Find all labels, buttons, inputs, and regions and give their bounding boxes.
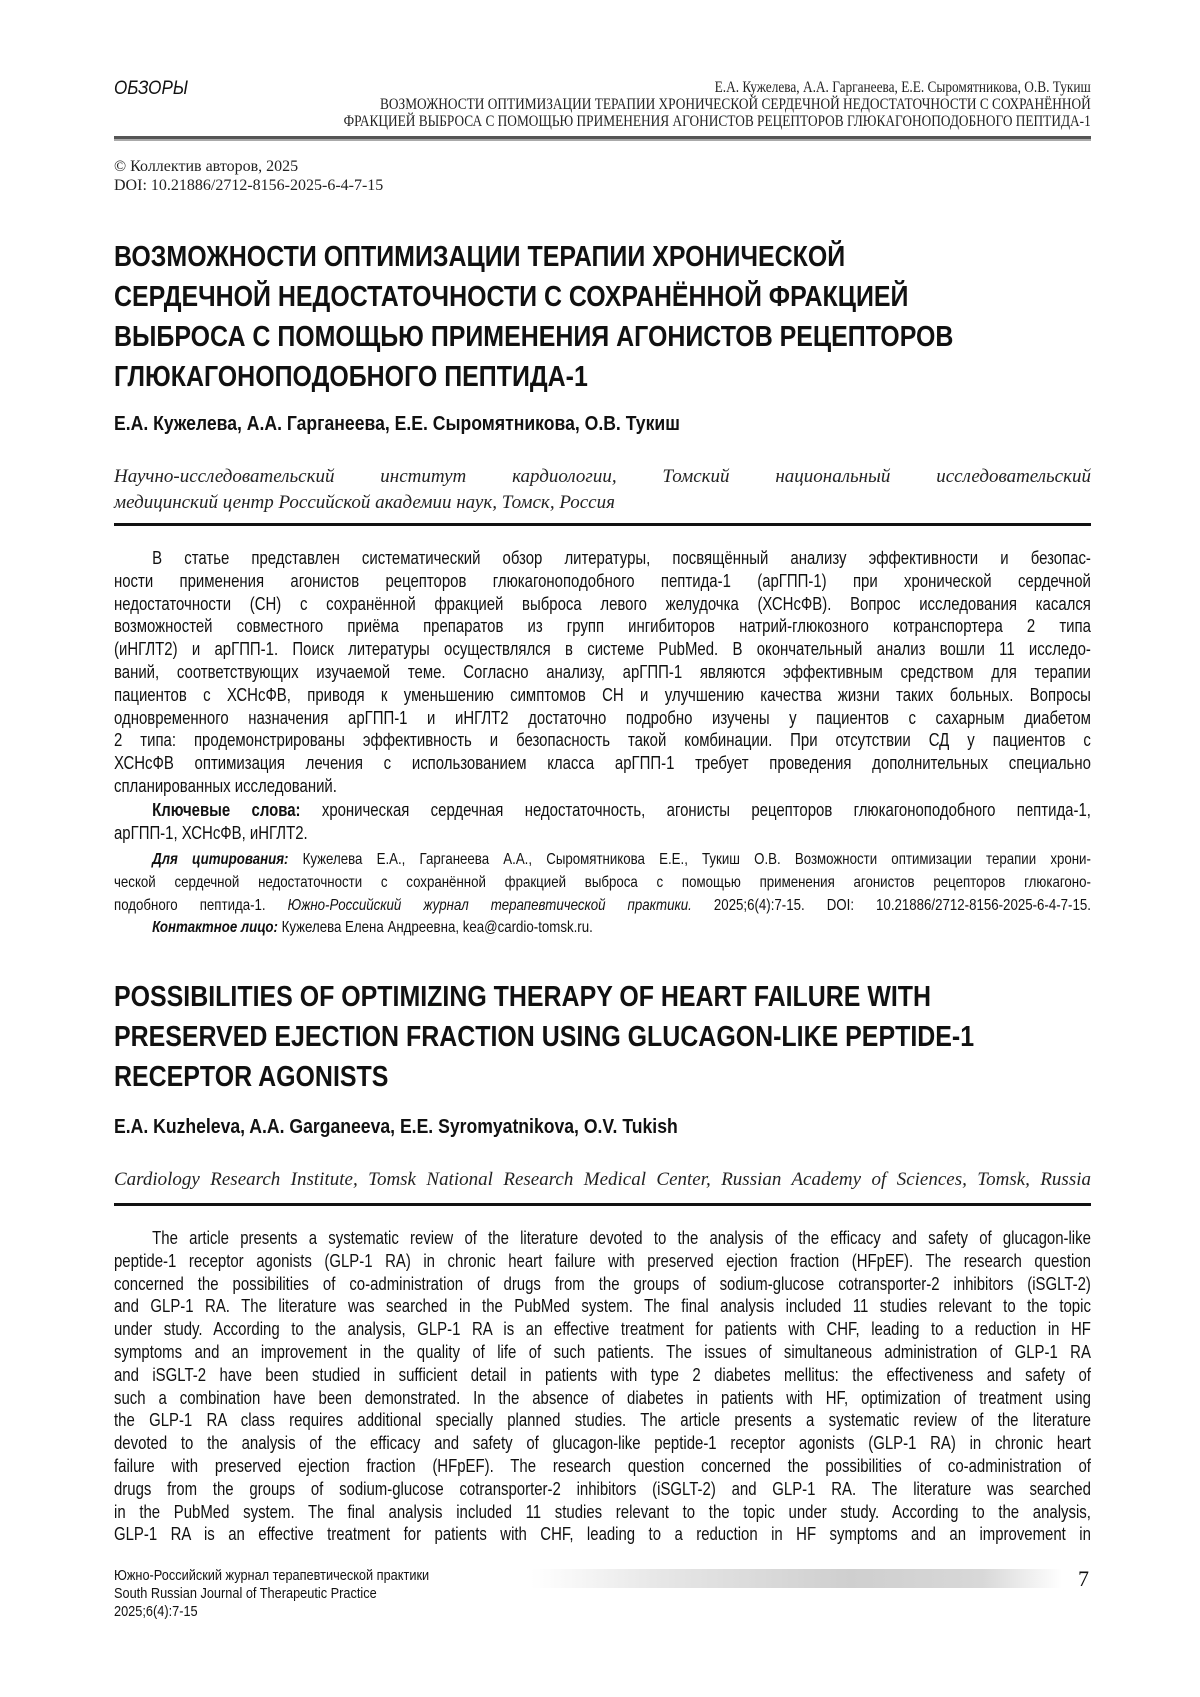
abstract-line: ности применения агонистов рецепторов глюкагоноподобного пептида-1 (арГПП-1) при хронической сердечной bbox=[114, 570, 1091, 591]
contact-text[interactable]: Кужелева Елена Андреевна, kea@cardio-tomsk.ru. bbox=[277, 919, 593, 936]
abstract-line: недостаточности (СН) с сохранённой фракцией выброса левого желудочка (ХСНсФВ). Вопрос исследования касался bbox=[114, 593, 1091, 614]
running-header bbox=[344, 79, 1091, 130]
abstract-line: В статье представлен систематический обзор литературы, посвящённый анализу эффективности и безопас- bbox=[152, 548, 1091, 568]
title-line: PRESERVED EJECTION FRACTION USING GLUCAGON-LIKE PEPTIDE-1 bbox=[114, 1021, 975, 1053]
title-line: ГЛЮКАГОНОПОДОБНОГО ПЕПТИДА-1 bbox=[114, 361, 588, 393]
abstract-line: the GLP-1 RA class requires additional specially planned studies. The article presents a systematic review of the literature bbox=[114, 1410, 1091, 1431]
footer-gradient-bar bbox=[531, 1569, 1062, 1588]
ru-affiliation bbox=[114, 464, 1091, 516]
header-divider bbox=[114, 136, 1091, 141]
section-label: ОБЗОРЫ bbox=[114, 78, 189, 99]
title-line: ВЫБРОСА С ПОМОЩЬЮ ПРИМЕНЕНИЯ АГОНИСТОВ РЕЦЕПТОРОВ bbox=[114, 321, 954, 353]
en-affiliation bbox=[114, 1167, 1091, 1193]
title-line: POSSIBILITIES OF OPTIMIZING THERAPY OF HEART FAILURE WITH bbox=[114, 981, 932, 1013]
abstract-line: The article presents a systematic review of the literature devoted to the analysis of the efficacy and safety of glucagon-like bbox=[152, 1228, 1091, 1248]
keywords-text: арГПП-1, ХСНсФВ, иНГЛТ2. bbox=[114, 822, 308, 843]
section-divider bbox=[114, 523, 1091, 526]
abstract-line: одновременного назначения арГПП-1 и иНГЛТ2 достаточно подробно изучены у пациентов с сахарным диабетом bbox=[114, 707, 1091, 728]
ru-contact bbox=[114, 917, 1091, 940]
copyright-block bbox=[114, 157, 383, 195]
abstract-line: such a combination have been demonstrated. In the absence of diabetes in patients with HF, optimization of treatment using bbox=[114, 1387, 1091, 1408]
citation-label: Для цитирования: bbox=[152, 851, 289, 868]
abstract-line: in the PubMed system. The final analysis included 11 studies relevant to the topic under study. According to the analysis, bbox=[114, 1501, 1091, 1522]
footer-journal bbox=[114, 1567, 429, 1621]
ru-citation bbox=[114, 849, 1091, 917]
abstract-line: drugs from the groups of sodium-glucose cotransporter-2 inhibitors (iSGLT-2) and GLP-1 RA. The literature was searched bbox=[114, 1478, 1091, 1499]
citation-text: 2025;6(4):7-15. DOI: 10.21886/2712-8156-2025-6-4-7-15. bbox=[691, 896, 1091, 914]
citation-text: подобного пептида-1. bbox=[114, 896, 288, 914]
keywords-text: хроническая сердечная недостаточность, агонисты рецепторов глюкагоноподобного пептида-1, bbox=[300, 800, 1091, 820]
title-line: RECEPTOR AGONISTS bbox=[114, 1061, 389, 1093]
journal-issue: 2025;6(4):7-15 bbox=[114, 1603, 198, 1620]
abstract-line: devoted to the analysis of the efficacy and safety of glucagon-like peptide-1 receptor agonists (GLP-1 RA) in chronic heart bbox=[114, 1433, 1091, 1454]
abstract-line: symptoms and an improvement in the quality of life of such patients. The issues of simultaneous administration of GLP-1 RA bbox=[114, 1341, 1091, 1362]
ru-keywords bbox=[114, 799, 1091, 845]
abstract-line: 2 типа: продемонстрированы эффективность и безопасность такой комбинации. При отсутствии СД у пациентов с bbox=[114, 730, 1091, 751]
abstract-line: failure with preserved ejection fraction (HFpEF). The research question concerned the possibilities of co-administration of bbox=[114, 1455, 1091, 1476]
ru-title bbox=[114, 237, 953, 397]
abstract-line: спланированных исследований. bbox=[114, 775, 337, 796]
en-authors: E.A. Kuzheleva, A.A. Garganeeva, E.E. Syromyatnikova, O.V. Tukish bbox=[114, 1116, 678, 1138]
abstract-line: пациентов с ХСНсФВ, приводя к уменьшению симптомов СН и улучшению качества жизни таких больных. Вопросы bbox=[114, 684, 1091, 705]
page-number: 7 bbox=[1078, 1566, 1089, 1591]
affiliation-line: Cardiology Research Institute, Tomsk National Research Medical Center, Russian Academy of Sciences, Tomsk, Russia bbox=[114, 1169, 1091, 1190]
abstract-line: under study. According to the analysis, GLP-1 RA is an effective treatment for patients with CHF, leading to a reduction in HF bbox=[114, 1319, 1091, 1340]
citation-journal: Южно-Российский журнал терапевтической практики. bbox=[287, 896, 692, 914]
abstract-line: peptide-1 receptor agonists (GLP-1 RA) in chronic heart failure with preserved ejection fraction (HFpEF). The research question bbox=[114, 1250, 1091, 1271]
journal-name-en: South Russian Journal of Therapeutic Practice bbox=[114, 1585, 377, 1602]
abstract-line: ваний, соответствующих изучаемой теме. Согласно анализу, арГПП-1 являются эффективным средством для терапии bbox=[114, 661, 1091, 682]
title-line: СЕРДЕЧНОЙ НЕДОСТАТОЧНОСТИ С СОХРАНЁННОЙ ФРАКЦИЕЙ bbox=[114, 281, 909, 313]
citation-text: ческой сердечной недостаточности с сохранённой фракцией выброса с помощью применения агонистов рецепторов глюкагоно- bbox=[114, 873, 1091, 891]
abstract-line: ХСНсФВ оптимизация лечения с использованием класса арГПП-1 требует проведения дополнительных специально bbox=[114, 753, 1091, 774]
running-title-line: ФРАКЦИЕЙ ВЫБРОСА С ПОМОЩЬЮ ПРИМЕНЕНИЯ АГОНИСТОВ РЕЦЕПТОРОВ ГЛЮКАГОНОПОДОБНОГО ПЕПТИДА-1 bbox=[343, 113, 1091, 130]
abstract-line: and iSGLT-2 have been studied in sufficient detail in patients with type 2 diabetes mellitus: the effectiveness and safety of bbox=[114, 1364, 1091, 1385]
abstract-line: and GLP-1 RA. The literature was searched in the PubMed system. The final analysis included 11 studies relevant to the topic bbox=[114, 1296, 1091, 1317]
abstract-line: возможностей совместного приёма препаратов из групп ингибиторов натрий-глюкозного котранспортера 2 типа bbox=[114, 616, 1091, 637]
citation-text: Кужелева Е.А., Гарганеева А.А., Сыромятникова Е.Е., Тукиш О.В. Возможности оптимизации терапии хрони- bbox=[288, 851, 1091, 868]
abstract-line: GLP-1 RA is an effective treatment for patients with CHF, leading to a reduction in HF symptoms and an improvement in bbox=[114, 1524, 1091, 1545]
section-divider bbox=[114, 1203, 1091, 1206]
abstract-line: (иНГЛТ2) и арГПП-1. Поиск литературы осуществлялся в системе PubMed. В окончательный анализ вошли 11 исследо- bbox=[114, 639, 1091, 660]
title-line: ВОЗМОЖНОСТИ ОПТИМИЗАЦИИ ТЕРАПИИ ХРОНИЧЕСКОЙ bbox=[114, 241, 846, 273]
abstract-line: concerned the possibilities of co-administration of drugs from the groups of sodium-glucose cotransporter-2 inhibitors (iSGLT-2) bbox=[114, 1273, 1091, 1294]
running-authors: Е.А. Кужелева, А.А. Гарганеева, Е.Е. Сыромятникова, О.В. Тукиш bbox=[714, 79, 1091, 96]
copyright: © Коллектив авторов, 2025 bbox=[114, 158, 299, 175]
contact-label: Контактное лицо: bbox=[152, 919, 278, 936]
ru-abstract bbox=[114, 547, 1091, 798]
ru-authors: Е.А. Кужелева, А.А. Гарганеева, Е.Е. Сыромятникова, О.В. Тукиш bbox=[114, 413, 680, 435]
running-title-line: ВОЗМОЖНОСТИ ОПТИМИЗАЦИИ ТЕРАПИИ ХРОНИЧЕСКОЙ СЕРДЕЧНОЙ НЕДОСТАТОЧНОСТИ С СОХРАНЁННОЙ bbox=[380, 96, 1091, 113]
affiliation-line: медицинский центр Российской академии наук, Томск, Россия bbox=[114, 492, 615, 513]
en-title bbox=[114, 977, 974, 1097]
journal-name-ru: Южно-Российский журнал терапевтической практики bbox=[114, 1567, 430, 1584]
affiliation-line: Научно-исследовательский институт кардиологии, Томский национальный исследовательский bbox=[114, 466, 1091, 487]
en-abstract bbox=[114, 1227, 1091, 1546]
doi: DOI: 10.21886/2712-8156-2025-6-4-7-15 bbox=[114, 177, 384, 194]
keywords-label: Ключевые слова: bbox=[152, 800, 301, 820]
